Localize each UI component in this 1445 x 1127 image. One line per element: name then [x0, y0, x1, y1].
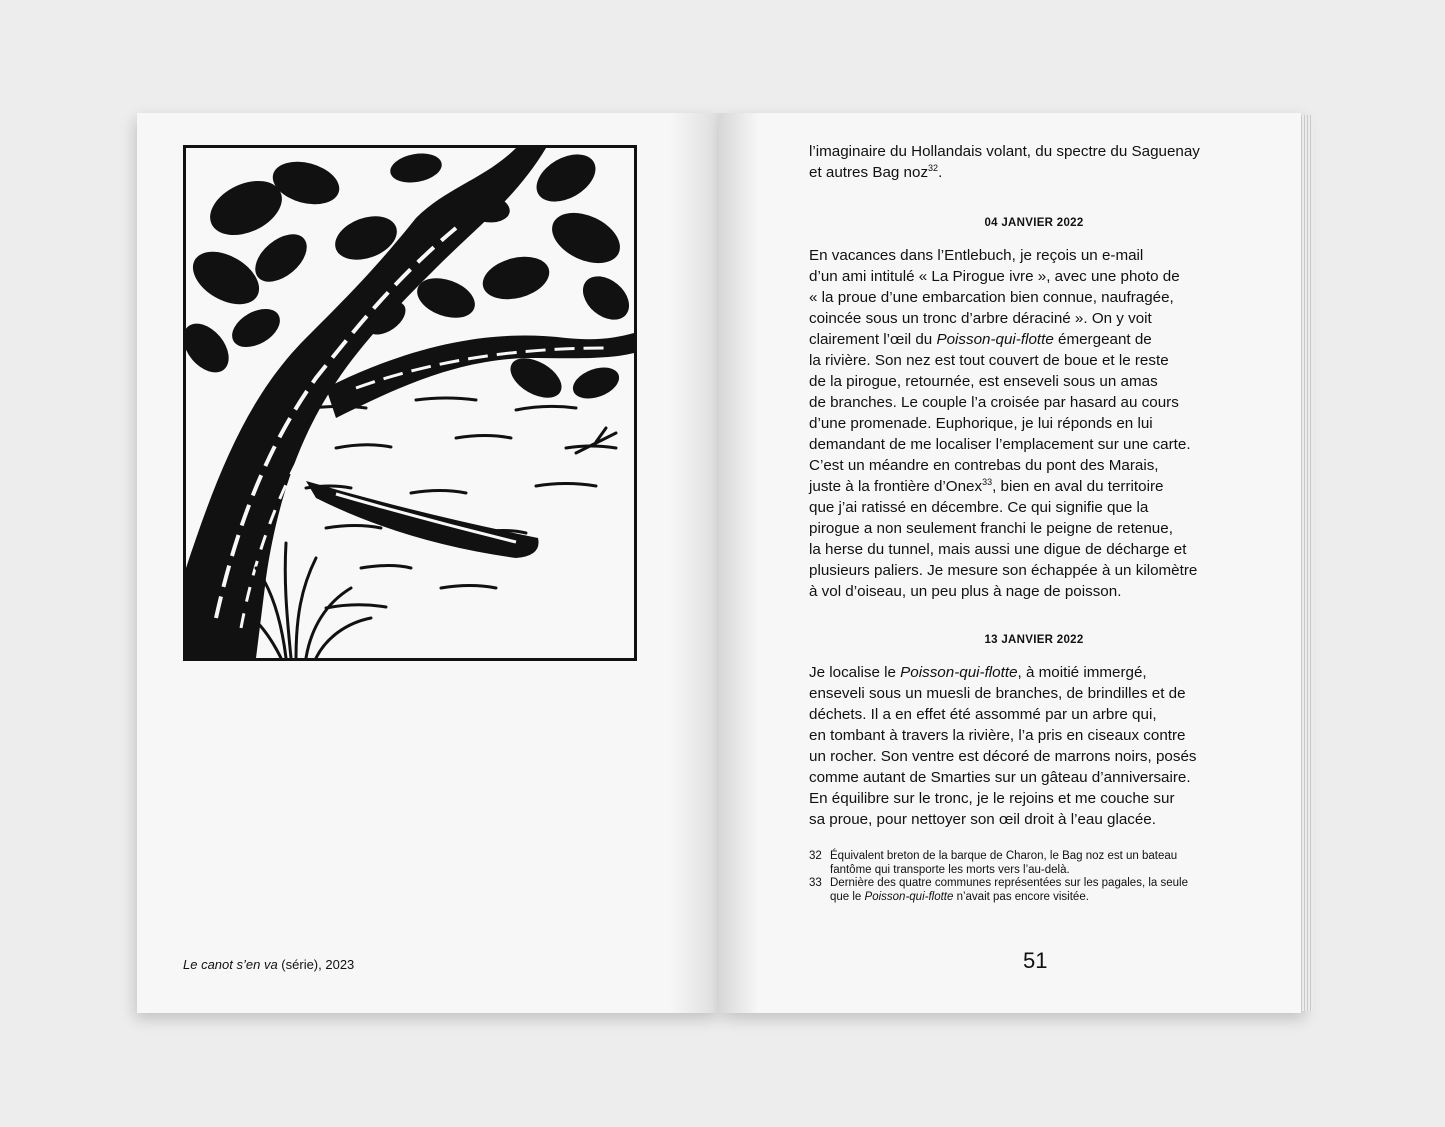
text-line: En équilibre sur le tronc, je le rejoins et me couche sur — [809, 790, 1175, 807]
text-line: d’une promenade. Euphorique, je lui réponds en lui — [809, 415, 1153, 432]
footnote-line: Équivalent breton de la barque de Charon, le Bag noz est un bateau — [830, 850, 1178, 862]
text-line: plusieurs paliers. Je mesure son échappée à un kilomètre — [809, 562, 1198, 579]
right-page — [719, 113, 1301, 1013]
entry-paragraph — [809, 662, 1259, 830]
footnote-ref: 33 — [982, 476, 993, 487]
left-page — [137, 113, 719, 1013]
gutter-shadow-right — [719, 113, 759, 1013]
text-line: que j’ai ratissé en décembre. Ce qui signifie que la — [809, 499, 1149, 516]
book-spread — [137, 113, 1301, 1013]
footnote-line: Dernière des quatre communes représentées sur les pagales, la seule — [830, 877, 1188, 889]
text-line: un rocher. Son ventre est décoré de marrons noirs, posés — [809, 748, 1197, 765]
text-line: demandant de me localiser l’emplacement sur une carte. — [809, 436, 1191, 453]
page-number: 51 — [1023, 948, 1048, 973]
text-line: C’est un méandre en contrebas du pont des Marais, — [809, 457, 1159, 474]
page-edges — [1301, 115, 1313, 1011]
entry-paragraph — [809, 245, 1259, 602]
text-line: à vol d’oiseau, un peu plus à nage de poisson. — [809, 583, 1122, 600]
ink-illustration-tree-and-canoe — [183, 145, 637, 661]
footnote-number: 33 — [809, 877, 822, 889]
footnote-line: que le Poisson-qui-flotte n’avait pas encore visitée. — [830, 890, 1089, 903]
text-line: sa proue, pour nettoyer son œil droit à l’eau glacée. — [809, 811, 1156, 828]
footnotes — [809, 850, 1259, 904]
text-line: coincée sous un tronc d’arbre déraciné ». On y voit — [809, 310, 1152, 327]
caption-title: Le canot s’en va — [183, 957, 278, 972]
gutter-shadow-left — [669, 113, 719, 1013]
text-line: enseveli sous un muesli de branches, de brindilles et de — [809, 685, 1186, 702]
text-line: la rivière. Son nez est tout couvert de boue et le reste — [809, 352, 1169, 369]
illustration-drawing — [186, 148, 634, 658]
footnote-number: 32 — [809, 850, 822, 862]
entry-date: 04 JANVIER 2022 — [984, 217, 1084, 229]
text-line: comme autant de Smarties sur un gâteau d’anniversaire. — [809, 769, 1191, 786]
text-line: En vacances dans l’Entlebuch, je reçois un e-mail — [809, 247, 1144, 264]
text-line: Je localise le Poisson-qui-flotte, à moitié immergé, — [809, 664, 1147, 681]
text-line: la herse du tunnel, mais aussi une digue de décharge et — [809, 541, 1187, 558]
footnote — [809, 850, 1259, 877]
illustration-caption — [183, 957, 354, 972]
text-line: l’imaginaire du Hollandais volant, du spectre du Saguenay — [809, 143, 1200, 160]
text-line: déchets. Il a en effet été assommé par un arbre qui, — [809, 706, 1157, 723]
continuation-paragraph — [809, 141, 1259, 183]
footnote-line: fantôme qui transporte les morts vers l’au-delà. — [830, 863, 1070, 876]
footnote — [809, 877, 1259, 904]
text-line: juste à la frontière d’Onex$^{33}$, bien en aval du territoire — [809, 476, 1164, 495]
text-line: clairement l’œil du Poisson-qui-flotte émergeant de — [809, 331, 1152, 348]
text-line: « la proue d’une embarcation bien connue, naufragée, — [809, 289, 1174, 306]
text-line: de branches. Le couple l’a croisée par hasard au cours — [809, 394, 1179, 411]
text-line: et autres Bag noz$^{32}$. — [809, 162, 943, 181]
text-line: d’un ami intitulé « La Pirogue ivre », avec une photo de — [809, 268, 1180, 285]
entry-date: 13 JANVIER 2022 — [984, 634, 1084, 646]
text-line: de la pirogue, retournée, est enseveli sous un amas — [809, 373, 1158, 390]
text-line: pirogue a non seulement franchi le peigne de retenue, — [809, 520, 1173, 537]
text-line: en tombant à travers la rivière, l’a pris en ciseaux contre — [809, 727, 1186, 744]
footnote-ref: 32 — [928, 162, 939, 173]
caption-detail: (série), 2023 — [277, 957, 355, 972]
